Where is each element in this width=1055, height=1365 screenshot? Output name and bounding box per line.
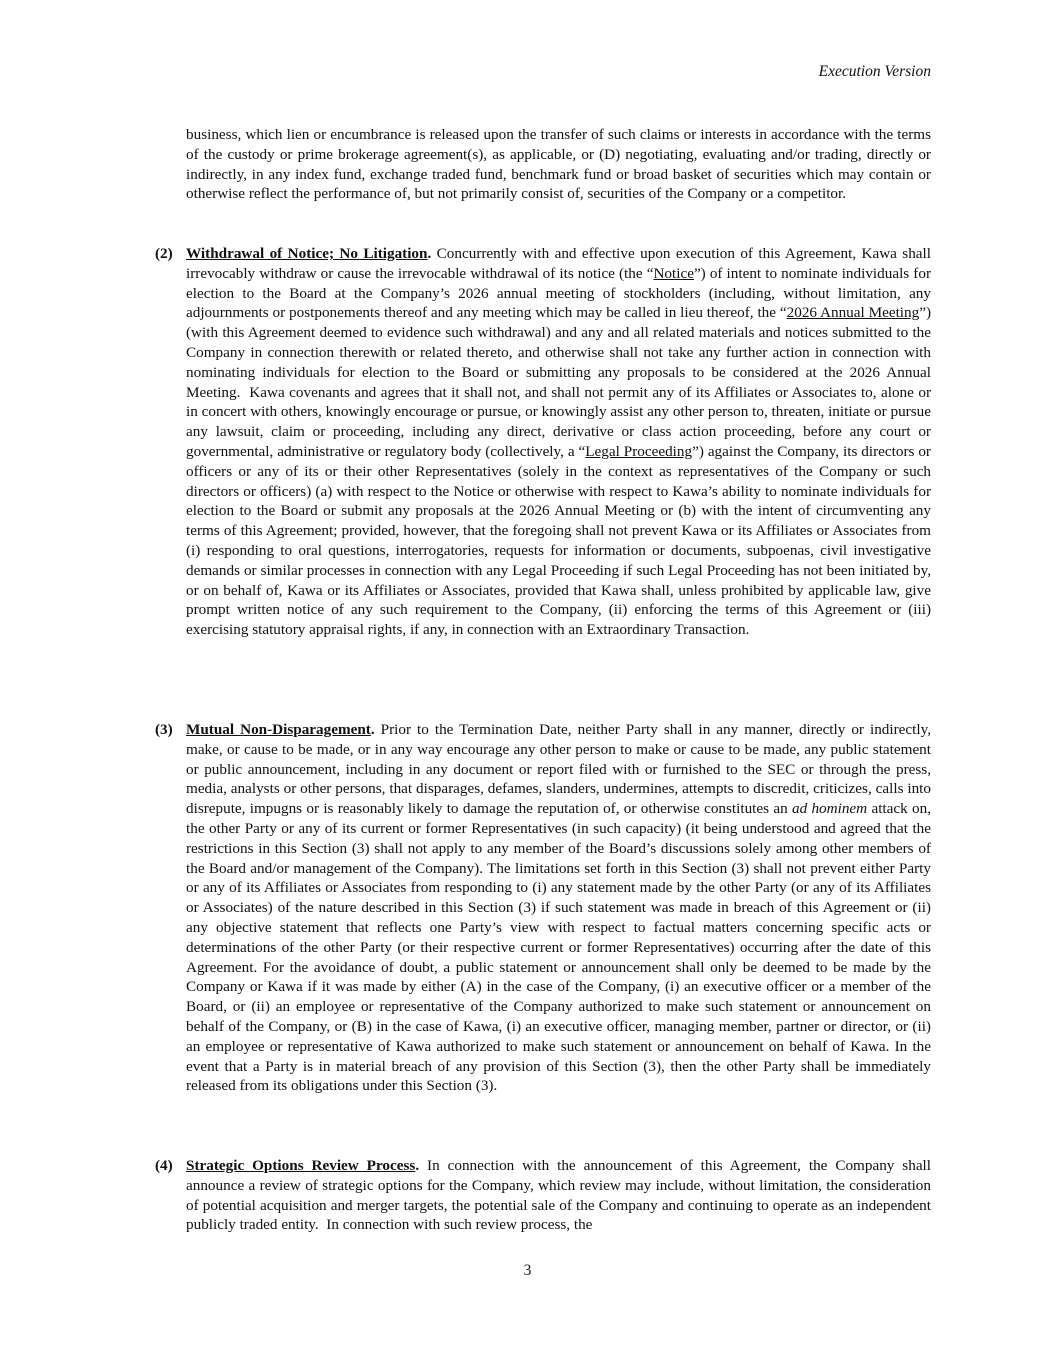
section-2-withdrawal-of-notice [155, 244, 931, 640]
section-3-mutual-non-disparagement [155, 720, 931, 1096]
section-heading: Strategic Options Review Process [186, 1157, 416, 1174]
section-body [186, 1156, 931, 1235]
continuation-paragraph: business, which lien or encumbrance is released upon the transfer of such claims or interests in accordance with the terms of the custody or prime brokerage agreement(s), as applicable, or (D) negotiating, evaluating and/or trading, directly or indirectly, in any index fund, exchange traded fund, benchmark fund or broad basket of securities which may contain or otherwise reflect the performance of, but not primarily consist of, securities of the Company or a competitor. [186, 126, 931, 203]
section-text: ”) against the Company, its directors or officers or any of its or their other Representatives (solely in the context as representatives of the Company or such directors or officers) (a) with respect to the Notice or otherwise with respect to Kawa’s ability to nominate individuals for election to the Board or submit any proposals at the 2026 Annual Meeting or (b) with the intent of circumventing any terms of this Agreement; provided, however, that the foregoing shall not prevent Kawa or its Affiliates or Associates from (i) responding to oral questions, interrogatories, requests for information or documents, subpoenas, civil investigative demands or similar processes in connection with any Legal Proceeding if such Legal Proceeding has not been initiated by, or on behalf of, Kawa or its Affiliates or Associates, provided that Kawa shall, unless prohibited by applicable law, give prompt written notice of any such requirement to the Company, (ii) enforcing the terms of this Agreement or (iii) exercising statutory appraisal rights, if any, in connection with an Extraordinary Transaction. [186, 442, 931, 639]
section-number: (2) [155, 245, 173, 262]
execution-version-label: Execution Version [818, 63, 931, 80]
section-body [186, 244, 931, 640]
section-text: Concurrently with and effective upon execution of this Agreement, Kawa shall irrevocably withdraw or cause the irrevocable withdrawal of its notice (the “ [186, 245, 931, 282]
section-text: attack on, the other Party or any of its current or former Representatives (in such capacity) (it being understood and agreed that the restrictions in this Section (3) shall not apply to any member of the Board’s discussions solely among other members of the Board and/or management of the Company). The limitations set forth in this Section (3) shall not prevent either Party or any of its Affiliates or Associates from responding to (i) any statement made by the other Party (or any of its Affiliates or Associates) of the nature described in this Section (3) if such statement was made in breach of this Agreement or (ii) any objective statement that reflects one Party’s view with respect to factual matters concerning specific acts or determinations of the other Party (or their respective current or former Representatives) occurring after the date of this Agreement. For the avoidance of doubt, a public statement or announcement shall only be deemed to be made by the Company or Kawa if it was made by either (A) in the case of the Company, (i) an executive officer or a member of the Board, or (ii) an employee or representative of the Company authorized to make such statement or announcement on behalf of the Company, or (B) in the case of Kawa, (i) an executive officer, managing member, partner or director, or (ii) an employee or representative of Kawa authorized to make such statement or announcement on behalf of Kawa. In the event that a Party is in material breach of any provision of this Section (3), then the other Party shall be immediately released from its obligations under this Section (3). [186, 800, 931, 1095]
heading-period: . [427, 245, 432, 262]
section-heading: Withdrawal of Notice; No Litigation [186, 245, 428, 262]
page-number: 3 [523, 1262, 532, 1279]
heading-period: . [370, 721, 375, 738]
section-text: In connection with the announcement of this Agreement, the Company shall announce a review of strategic options for the Company, which review may include, without limitation, the consideration of potential acquisition and merger targets, the potential sale of the Company and continuing to operate as an independent publicly traded entity. In connection with such review process, the [186, 1157, 931, 1234]
section-text: ”) (with this Agreement deemed to evidence such withdrawal) and any and all related materials and notices submitted to the Company in connection therewith or related thereto, and otherwise shall not take any further action in connection with nominating individuals for election to the Board or submitting any proposals to be considered at the 2026 Annual Meeting. Kawa covenants and agrees that it shall not, and shall not permit any of its Affiliates or Associates to, alone or in concert with others, knowingly encourage or pursue, or knowingly assist any other person to, threaten, initiate or pursue any lawsuit, claim or proceeding, including any direct, derivative or class action proceeding, before any court or governmental, administrative or regulatory body (collectively, a “ [186, 304, 932, 460]
section-number: (3) [155, 721, 173, 738]
section-4-strategic-options-review [155, 1156, 931, 1235]
section-text: Prior to the Termination Date, neither Party shall in any manner, directly or indirectly, make, or cause to be made, or in any way encourage any other person to make or cause to be made, any public statement or public announcement, including in any document or report filed with or furnished to the SEC or through the press, media, analysts or other persons, that disparages, defames, slanders, undermines, attempts to discredit, criticizes, calls into disrepute, impugns or is reasonably likely to damage the reputation of, or otherwise constitutes an [186, 721, 931, 818]
defined-term-2026-annual-meeting: 2026 Annual Meeting [786, 304, 920, 322]
heading-period: . [415, 1157, 420, 1174]
defined-term-notice: Notice [653, 264, 694, 282]
section-body [186, 720, 931, 1096]
defined-term-legal-proceeding: Legal Proceeding [585, 442, 693, 460]
italic-term-ad-hominem: ad hominem [791, 800, 868, 818]
section-text: ”) of intent to nominate individuals for election to the Board at the Company’s 2026 annual meeting of stockholders (including, without limitation, any adjournments or postponements thereof and any meeting which may be called in lieu thereof, the “ [186, 264, 932, 322]
section-number: (4) [155, 1157, 173, 1174]
section-heading: Mutual Non-Disparagement [186, 721, 371, 738]
